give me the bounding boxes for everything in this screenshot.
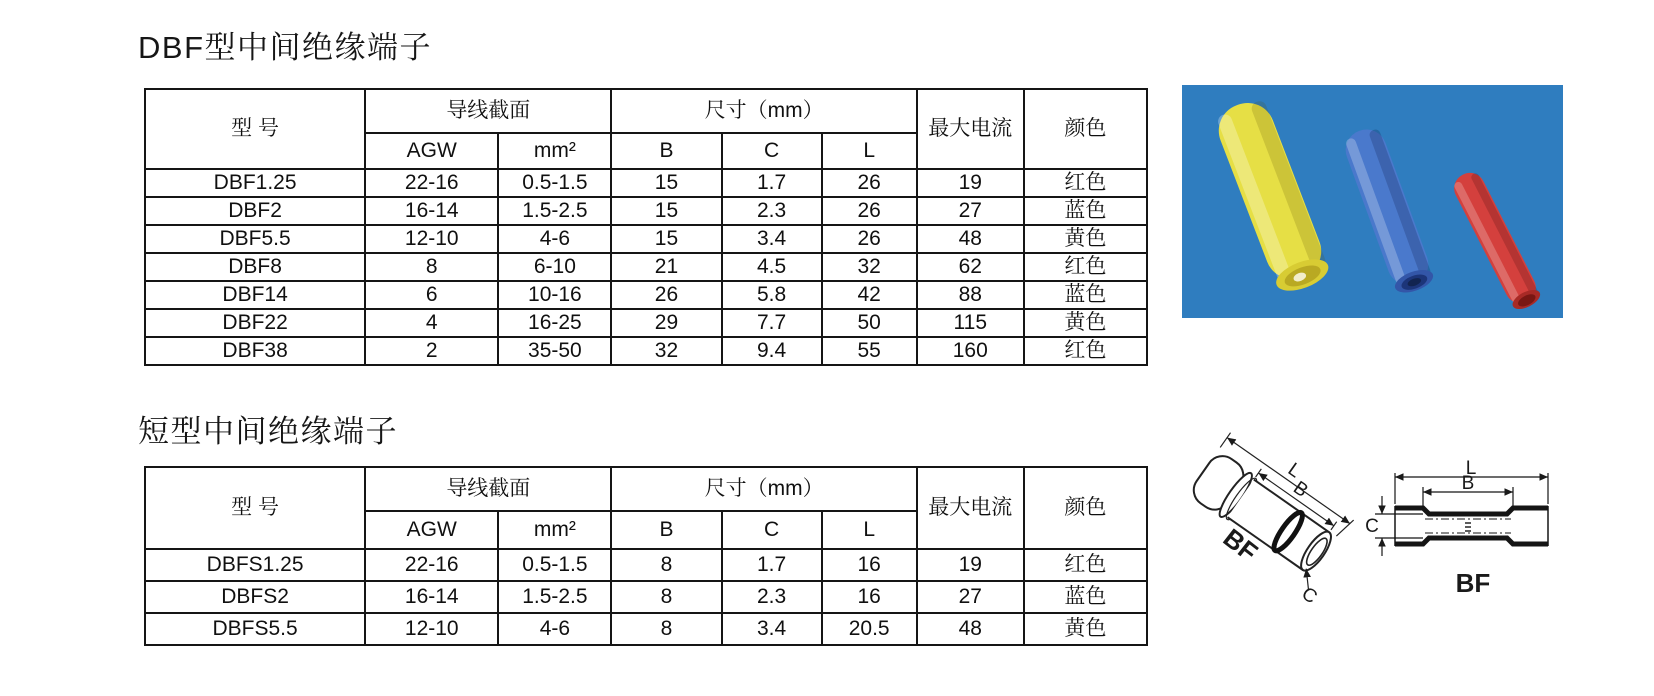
cell: 8 <box>611 581 721 613</box>
cell: 9.4 <box>722 337 822 365</box>
cell: 20.5 <box>822 613 917 645</box>
iso-dim-label-b: B <box>1289 477 1312 502</box>
cell: DBF1.25 <box>145 169 365 197</box>
col-header-b: B <box>611 133 721 169</box>
header-row-1 <box>145 467 1147 511</box>
cell: 22-16 <box>365 169 498 197</box>
side-view-drawing <box>1365 458 1548 598</box>
cell: DBF5.5 <box>145 225 365 253</box>
cell: DBFS2 <box>145 581 365 613</box>
cell: 55 <box>822 337 917 365</box>
cell: 红色 <box>1024 253 1147 281</box>
header-row-1 <box>145 89 1147 133</box>
col-header-mm2: mm² <box>498 133 611 169</box>
section1-title: DBF型中间绝缘端子 <box>138 30 432 65</box>
table-row <box>145 337 1147 365</box>
side-dim-label-l: L <box>1465 458 1477 479</box>
cell: 0.5-1.5 <box>498 169 611 197</box>
section2-title: 短型中间绝缘端子 <box>138 414 398 449</box>
cell: 8 <box>611 549 721 581</box>
cell: 6 <box>365 281 498 309</box>
cell: 16-25 <box>498 309 611 337</box>
cell: 26 <box>822 197 917 225</box>
col-header-agw: AGW <box>365 133 498 169</box>
cell: 26 <box>822 225 917 253</box>
cell: 42 <box>822 281 917 309</box>
table-row <box>145 197 1147 225</box>
cell: 26 <box>822 169 917 197</box>
cell: DBFS1.25 <box>145 549 365 581</box>
cell: 62 <box>917 253 1024 281</box>
col-header-color: 颜色 <box>1024 467 1147 549</box>
cell: 0.5-1.5 <box>498 549 611 581</box>
cell: 16-14 <box>365 197 498 225</box>
cell: 6-10 <box>498 253 611 281</box>
cell: DBF14 <box>145 281 365 309</box>
cell: 红色 <box>1024 169 1147 197</box>
side-bf-label: BF <box>1455 568 1491 598</box>
cell: 12-10 <box>365 225 498 253</box>
cell: 蓝色 <box>1024 281 1147 309</box>
col-header-l: L <box>822 133 917 169</box>
cell: 48 <box>917 613 1024 645</box>
cell: 5.8 <box>722 281 822 309</box>
table-row <box>145 309 1147 337</box>
dbf-spec-table <box>144 88 1148 366</box>
cell: 16 <box>822 581 917 613</box>
table-row <box>145 581 1147 613</box>
cell: 15 <box>611 225 721 253</box>
cell: 红色 <box>1024 337 1147 365</box>
cell: 8 <box>611 613 721 645</box>
iso-bf-label: BF <box>1217 522 1264 568</box>
cell: 29 <box>611 309 721 337</box>
cell: 15 <box>611 169 721 197</box>
cell: 16 <box>822 549 917 581</box>
cell: 10-16 <box>498 281 611 309</box>
iso-dim-label-c: C <box>1297 583 1321 609</box>
col-header-l: L <box>822 511 917 549</box>
cell: 32 <box>822 253 917 281</box>
cell: 50 <box>822 309 917 337</box>
cell: 1.5-2.5 <box>498 581 611 613</box>
cell: 15 <box>611 197 721 225</box>
cell: 黄色 <box>1024 613 1147 645</box>
cell: 21 <box>611 253 721 281</box>
col-header-wire-section: 导线截面 <box>365 89 611 133</box>
cell: 黄色 <box>1024 225 1147 253</box>
cell: DBFS5.5 <box>145 613 365 645</box>
table-row <box>145 613 1147 645</box>
cell: 黄色 <box>1024 309 1147 337</box>
col-header-mm2: mm² <box>498 511 611 549</box>
dbfs-spec-table <box>144 466 1148 646</box>
cell: 3.4 <box>722 225 822 253</box>
cell: 115 <box>917 309 1024 337</box>
cell: 27 <box>917 581 1024 613</box>
col-header-color: 颜色 <box>1024 89 1147 169</box>
iso-view-drawing <box>1185 430 1375 608</box>
cell: 88 <box>917 281 1024 309</box>
col-header-agw: AGW <box>365 511 498 549</box>
col-header-max-current: 最大电流 <box>917 467 1024 549</box>
cell: 8 <box>365 253 498 281</box>
cell: 16-14 <box>365 581 498 613</box>
product-photo <box>1182 85 1563 318</box>
cell: 蓝色 <box>1024 197 1147 225</box>
col-header-wire-section: 导线截面 <box>365 467 611 511</box>
table-row <box>145 225 1147 253</box>
col-header-dimensions: 尺寸（mm） <box>611 89 916 133</box>
col-header-dimensions: 尺寸（mm） <box>611 467 916 511</box>
cell: 4.5 <box>722 253 822 281</box>
cell: 2.3 <box>722 581 822 613</box>
cell: 19 <box>917 169 1024 197</box>
col-header-c: C <box>722 133 822 169</box>
cell: 2 <box>365 337 498 365</box>
col-header-model: 型 号 <box>145 467 365 549</box>
cell: 2.3 <box>722 197 822 225</box>
cell: DBF22 <box>145 309 365 337</box>
cell: DBF8 <box>145 253 365 281</box>
cell: 32 <box>611 337 721 365</box>
cell: 4 <box>365 309 498 337</box>
cell: 19 <box>917 549 1024 581</box>
dimension-diagram <box>1185 430 1585 630</box>
side-dim-label-c: C <box>1365 516 1379 537</box>
col-header-model: 型 号 <box>145 89 365 169</box>
cell: 1.5-2.5 <box>498 197 611 225</box>
table-row <box>145 281 1147 309</box>
cell: 26 <box>611 281 721 309</box>
side-dim-label-b: B <box>1461 473 1475 494</box>
col-header-b: B <box>611 511 721 549</box>
col-header-c: C <box>722 511 822 549</box>
col-header-max-current: 最大电流 <box>917 89 1024 169</box>
cell: 3.4 <box>722 613 822 645</box>
cell: 红色 <box>1024 549 1147 581</box>
cell: 7.7 <box>722 309 822 337</box>
cell: DBF2 <box>145 197 365 225</box>
cell: 4-6 <box>498 225 611 253</box>
cell: 48 <box>917 225 1024 253</box>
cell: 27 <box>917 197 1024 225</box>
cell: 12-10 <box>365 613 498 645</box>
cell: 160 <box>917 337 1024 365</box>
table-row <box>145 549 1147 581</box>
cell: 1.7 <box>722 549 822 581</box>
table-row <box>145 253 1147 281</box>
cell: 35-50 <box>498 337 611 365</box>
cell: 1.7 <box>722 169 822 197</box>
iso-dim-label-l: L <box>1283 458 1305 483</box>
cell: 4-6 <box>498 613 611 645</box>
cell: 蓝色 <box>1024 581 1147 613</box>
table-row <box>145 169 1147 197</box>
cell: 22-16 <box>365 549 498 581</box>
cell: DBF38 <box>145 337 365 365</box>
